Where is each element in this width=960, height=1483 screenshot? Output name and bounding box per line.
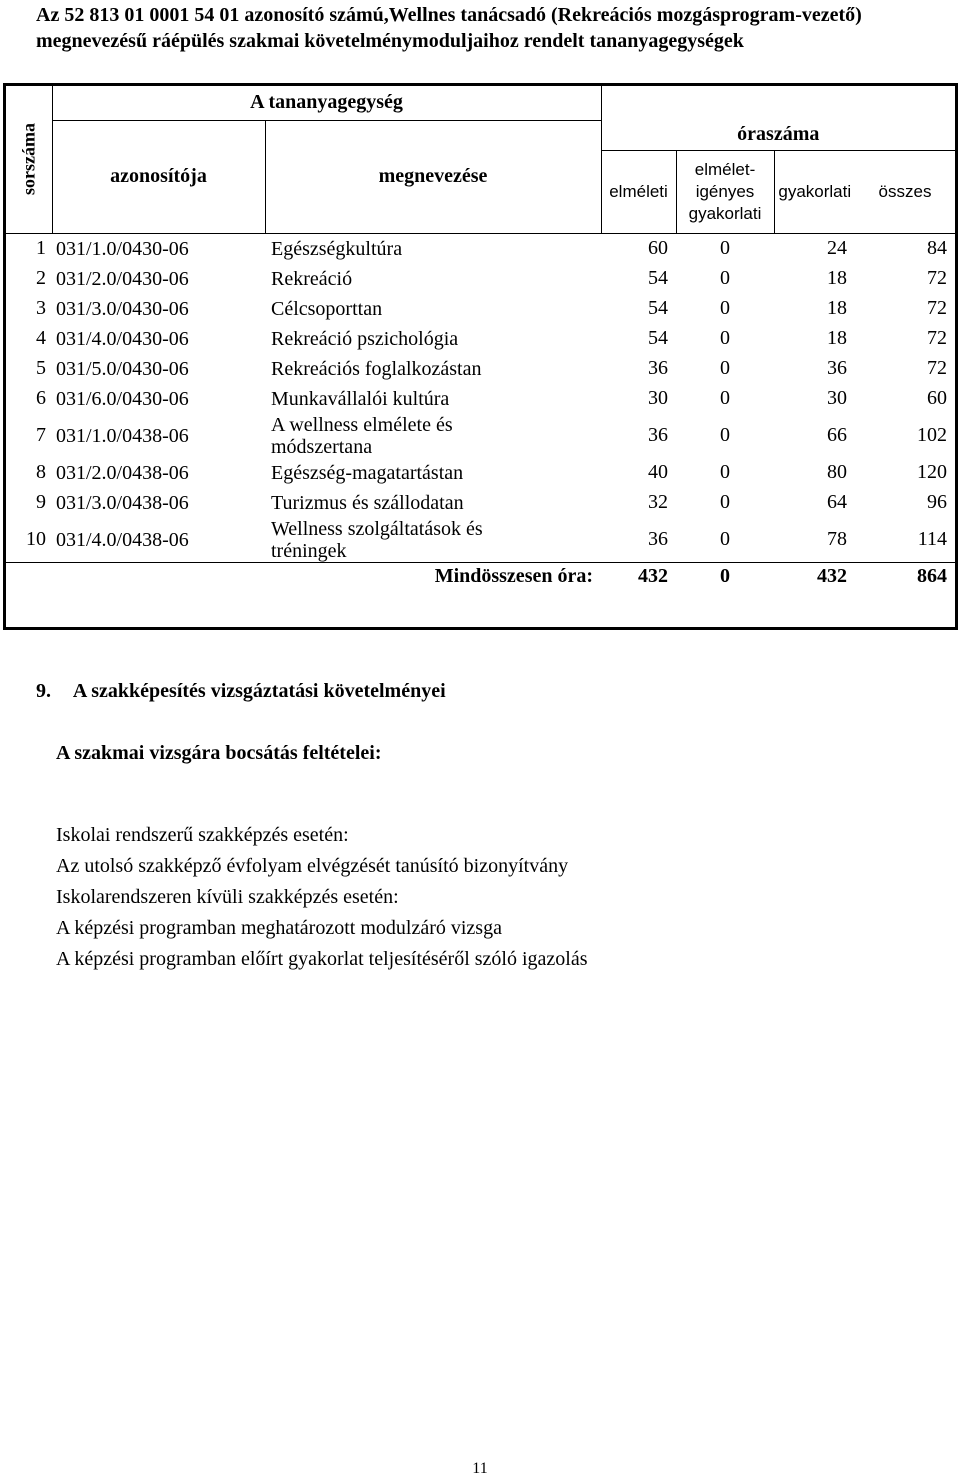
- row-elmeletigenyes: 0: [720, 327, 731, 349]
- header-azonositoja: azonosítója: [52, 120, 265, 233]
- row-elmeletigenyes: 0: [720, 424, 731, 446]
- row-id: 031/1.0/0430-06: [56, 237, 189, 260]
- curriculum-table: [3, 83, 958, 630]
- row-osszes: 72: [927, 357, 948, 379]
- row-osszes: 72: [927, 267, 948, 289]
- table-row: [6, 458, 955, 488]
- row-elmeleti: 60: [648, 237, 669, 259]
- header-elmeletigenyes-line3: gyakorlati: [688, 203, 762, 223]
- row-elmeleti: 30: [648, 387, 669, 409]
- row-osszes: 72: [927, 297, 948, 319]
- conditions-list: [56, 820, 588, 975]
- condition-line: Iskolarendszeren kívüli szakképzés esetén:: [56, 886, 399, 908]
- row-elmeletigenyes: 0: [720, 357, 731, 379]
- row-name-line2: tréningek: [271, 539, 347, 562]
- table-row: [6, 354, 955, 384]
- table-row: [6, 518, 955, 563]
- table-body: [6, 233, 955, 562]
- row-id: 031/3.0/0438-06: [56, 491, 189, 514]
- total-row: [6, 562, 955, 591]
- header-tananyagegyseg: A tananyagegység: [52, 86, 601, 120]
- row-gyakorlati: 64: [827, 491, 848, 513]
- row-gyakorlati: 30: [827, 387, 848, 409]
- row-name: Célcsoporttan: [271, 297, 383, 320]
- row-osszes: 72: [927, 327, 948, 349]
- condition-line: A képzési programban előírt gyakorlat teljesítéséről szóló igazolás: [56, 948, 588, 970]
- row-id: 031/1.0/0438-06: [56, 424, 189, 447]
- row-id: 031/4.0/0438-06: [56, 528, 189, 551]
- row-elmeletigenyes: 0: [720, 528, 731, 550]
- total-gyakorlati: 432: [774, 562, 855, 591]
- total-elmeleti: 432: [601, 562, 676, 591]
- condition-line: A képzési programban meghatározott modulzáró vizsga: [56, 917, 502, 939]
- section-title: A szakképesítés vizsgáztatási követelményei: [72, 680, 446, 702]
- header-elmeletigenyes-line2: igényes: [695, 181, 755, 201]
- header-oraszama: óraszáma: [601, 120, 955, 150]
- row-number: 10: [26, 528, 46, 550]
- row-gyakorlati: 18: [827, 297, 848, 319]
- row-gyakorlati: 24: [827, 237, 848, 259]
- row-osszes: 96: [927, 491, 948, 513]
- row-elmeleti: 36: [648, 424, 669, 446]
- row-gyakorlati: 36: [827, 357, 848, 379]
- row-name: Rekreáció: [271, 267, 353, 290]
- header-elmeletigenyes: [676, 150, 774, 233]
- row-name: [265, 518, 601, 563]
- row-gyakorlati: 18: [827, 327, 848, 349]
- header-megnevezese: megnevezése: [265, 120, 601, 233]
- row-name: [265, 414, 601, 458]
- row-osszes: 114: [917, 528, 948, 550]
- row-elmeleti: 54: [648, 297, 669, 319]
- row-number: 2: [36, 267, 46, 289]
- row-gyakorlati: 78: [827, 528, 848, 550]
- table-row: [6, 324, 955, 354]
- row-number: 1: [36, 237, 46, 259]
- section-number: 9.: [36, 680, 51, 702]
- page-number: 11: [472, 1460, 488, 1477]
- row-number: 8: [36, 461, 46, 483]
- row-id: 031/2.0/0438-06: [56, 461, 189, 484]
- total-label: Mindösszesen óra:: [6, 562, 601, 591]
- row-number: 9: [36, 491, 46, 513]
- header-elmeleti: elméleti: [601, 150, 676, 233]
- row-elmeletigenyes: 0: [720, 387, 731, 409]
- row-gyakorlati: 80: [827, 461, 848, 483]
- row-id: 031/5.0/0430-06: [56, 357, 189, 380]
- row-elmeleti: 54: [648, 327, 669, 349]
- table-row: [6, 233, 955, 264]
- row-name-line1: Wellness szolgáltatások és: [271, 517, 483, 540]
- row-id: 031/2.0/0430-06: [56, 267, 189, 290]
- row-elmeletigenyes: 0: [720, 297, 731, 319]
- header-sorszama: [6, 86, 52, 233]
- condition-line: Iskolai rendszerű szakképzés esetén:: [56, 824, 349, 846]
- condition-line: Az utolsó szakképző évfolyam elvégzését tanúsító bizonyítvány: [56, 855, 569, 877]
- row-osszes: 60: [927, 387, 948, 409]
- header-sorszama-label: sorszáma: [18, 123, 39, 196]
- row-number: 4: [36, 327, 46, 349]
- row-gyakorlati: 66: [827, 424, 848, 446]
- row-elmeleti: 32: [648, 491, 669, 513]
- row-osszes: 84: [927, 237, 948, 259]
- row-name: Rekreációs foglalkozástan: [271, 357, 482, 380]
- row-id: 031/4.0/0430-06: [56, 327, 189, 350]
- row-elmeleti: 54: [648, 267, 669, 289]
- header-elmeletigenyes-line1: elmélet-: [694, 159, 756, 179]
- row-id: 031/6.0/0430-06: [56, 387, 189, 410]
- row-elmeleti: 36: [648, 357, 669, 379]
- table-row: [6, 384, 955, 414]
- header-gyakorlati: gyakorlati: [774, 150, 855, 233]
- total-elmeletigenyes: 0: [676, 562, 774, 591]
- row-osszes: 120: [917, 461, 948, 483]
- row-name-line2: módszertana: [271, 435, 373, 458]
- row-elmeletigenyes: 0: [720, 237, 731, 259]
- row-name: Rekreáció pszichológia: [271, 327, 459, 350]
- row-number: 5: [36, 357, 46, 379]
- row-elmeleti: 40: [648, 461, 669, 483]
- row-number: 6: [36, 387, 46, 409]
- table-row: [6, 264, 955, 294]
- row-number: 7: [36, 424, 46, 446]
- section-heading: [36, 680, 446, 703]
- section-subtitle: A szakmai vizsgára bocsátás feltételei:: [56, 742, 382, 764]
- row-number: 3: [36, 297, 46, 319]
- row-elmeleti: 36: [648, 528, 669, 550]
- table-row: [6, 414, 955, 458]
- row-name: Egészség-magatartástan: [271, 461, 464, 484]
- document-title: Az 52 813 01 0001 54 01 azonosító számú,Wellnes tanácsadó (Rekreációs mozgásprogram-vezető) megnevezésű ráépülés szakmai követelménymoduljaihoz rendelt tananyagegységek: [36, 4, 862, 52]
- row-osszes: 102: [917, 424, 948, 446]
- row-gyakorlati: 18: [827, 267, 848, 289]
- total-osszes: 864: [855, 562, 955, 591]
- row-name: Turizmus és szállodatan: [271, 491, 464, 514]
- header-osszes: összes: [855, 150, 955, 233]
- table-row: [6, 488, 955, 518]
- row-elmeletigenyes: 0: [720, 491, 731, 513]
- row-name: Munkavállalói kultúra: [271, 387, 450, 410]
- table-row: [6, 294, 955, 324]
- row-name-line1: A wellness elmélete és: [271, 413, 453, 436]
- row-elmeletigenyes: 0: [720, 267, 731, 289]
- row-id: 031/3.0/0430-06: [56, 297, 189, 320]
- row-elmeletigenyes: 0: [720, 461, 731, 483]
- row-name: Egészségkultúra: [271, 237, 403, 260]
